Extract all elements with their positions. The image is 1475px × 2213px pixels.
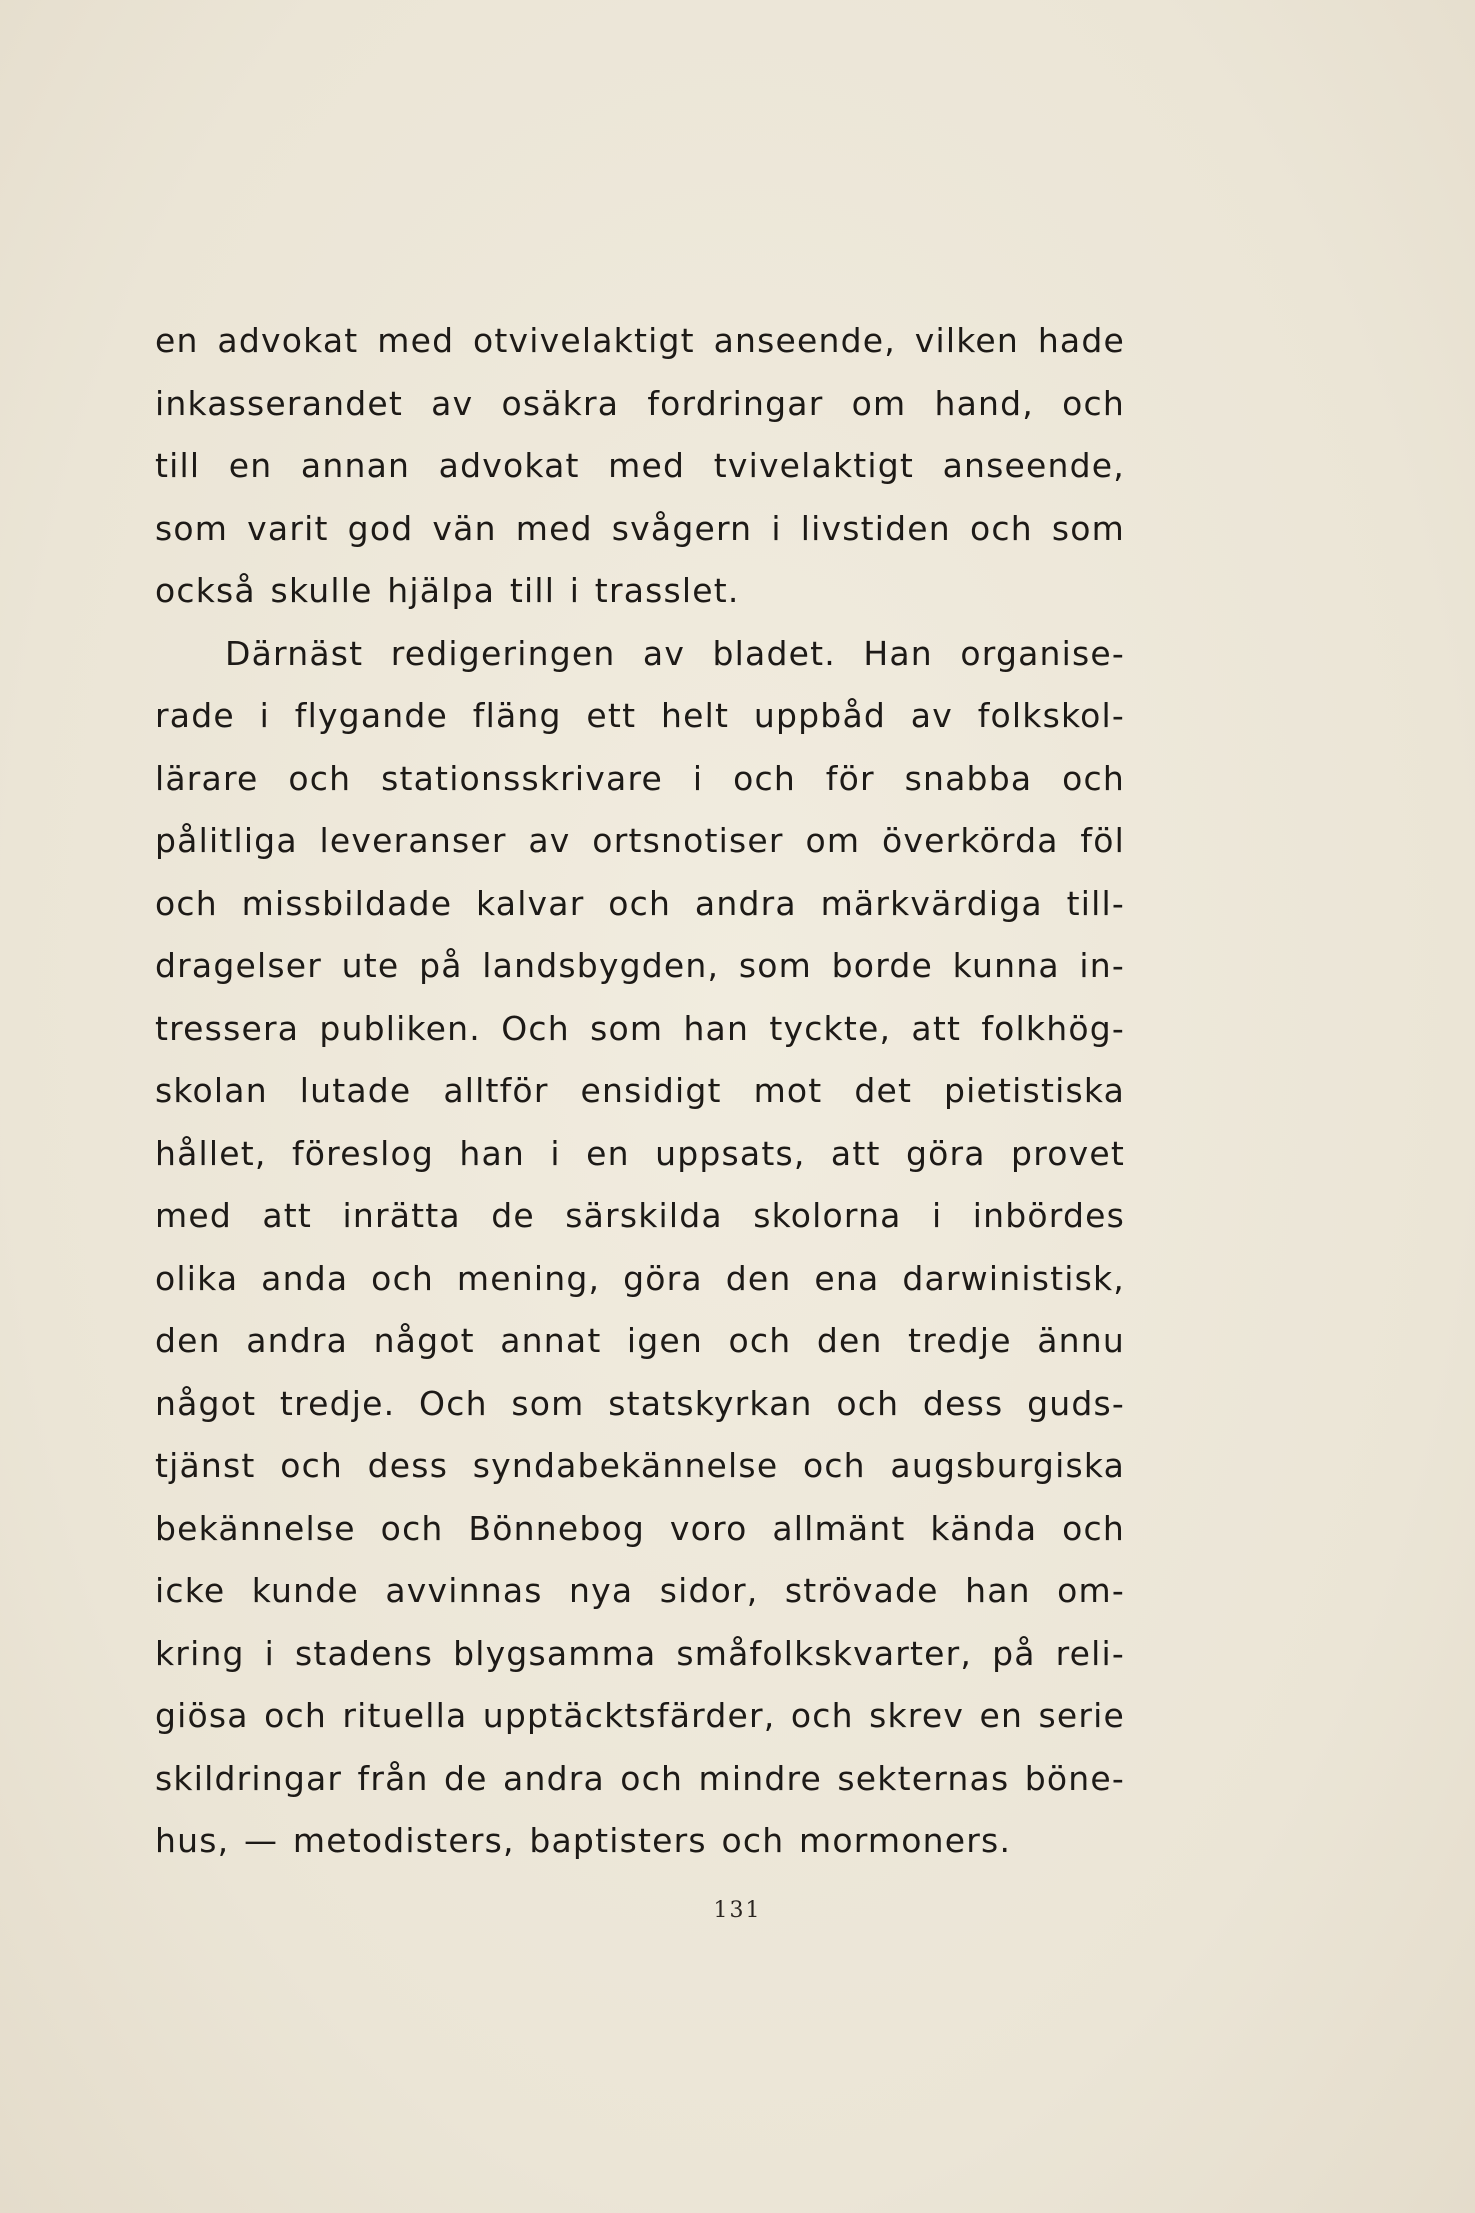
text-line: tressera publiken. Och som han tyckte, att folkhög- xyxy=(155,1008,1125,1048)
text-line: pålitliga leveranser av ortsnotiser om överkörda föl xyxy=(155,821,1125,860)
text-line: som varit god vän med svågern i livstiden och som xyxy=(155,508,1125,548)
body-text xyxy=(155,310,1125,1873)
text-line: bekännelse och Bönnebog voro allmänt kända och xyxy=(155,1508,1125,1548)
text-line: något tredje. Och som statskyrkan och dess guds- xyxy=(155,1383,1125,1423)
text-line: hållet, föreslog han i en uppsats, att göra provet xyxy=(155,1133,1125,1173)
text-line: dragelser ute på landsbygden, som borde kunna in- xyxy=(155,946,1125,985)
text-line: och missbildade kalvar och andra märkvärdiga till- xyxy=(155,883,1125,923)
text-line: hus, — metodisters, baptisters och mormoners. xyxy=(155,1821,1012,1860)
text-line: skildringar från de andra och mindre sekternas böne- xyxy=(155,1758,1125,1798)
text-line: rade i flygande fläng ett helt uppbåd av folkskol- xyxy=(155,696,1125,735)
text-line: icke kunde avvinnas nya sidor, strövade han om- xyxy=(155,1571,1125,1610)
text-line: skolan lutade alltför ensidigt mot det pietistiska xyxy=(155,1071,1125,1110)
text-line: kring i stadens blygsamma småfolkskvarter, på reli- xyxy=(155,1633,1125,1673)
text-line: Därnäst redigeringen av bladet. Han organise- xyxy=(225,633,1125,673)
text-line: den andra något annat igen och den tredje ännu xyxy=(155,1321,1125,1360)
text-line: tjänst och dess syndabekännelse och augsburgiska xyxy=(155,1446,1125,1485)
text-line: olika anda och mening, göra den ena darwinistisk, xyxy=(155,1258,1125,1298)
text-line: inkasserandet av osäkra fordringar om hand, och xyxy=(155,383,1125,423)
text-line: också skulle hjälpa till i trasslet. xyxy=(155,571,740,610)
text-line: med att inrätta de särskilda skolorna i inbördes xyxy=(155,1196,1125,1235)
page-number: 131 xyxy=(713,1898,762,1923)
text-line: giösa och rituella upptäcktsfärder, och skrev en serie xyxy=(155,1696,1125,1735)
text-line: en advokat med otvivelaktigt anseende, vilken hade xyxy=(155,321,1125,360)
text-line: lärare och stationsskrivare i och för snabba och xyxy=(155,758,1125,798)
text-line: till en annan advokat med tvivelaktigt anseende, xyxy=(155,446,1125,485)
